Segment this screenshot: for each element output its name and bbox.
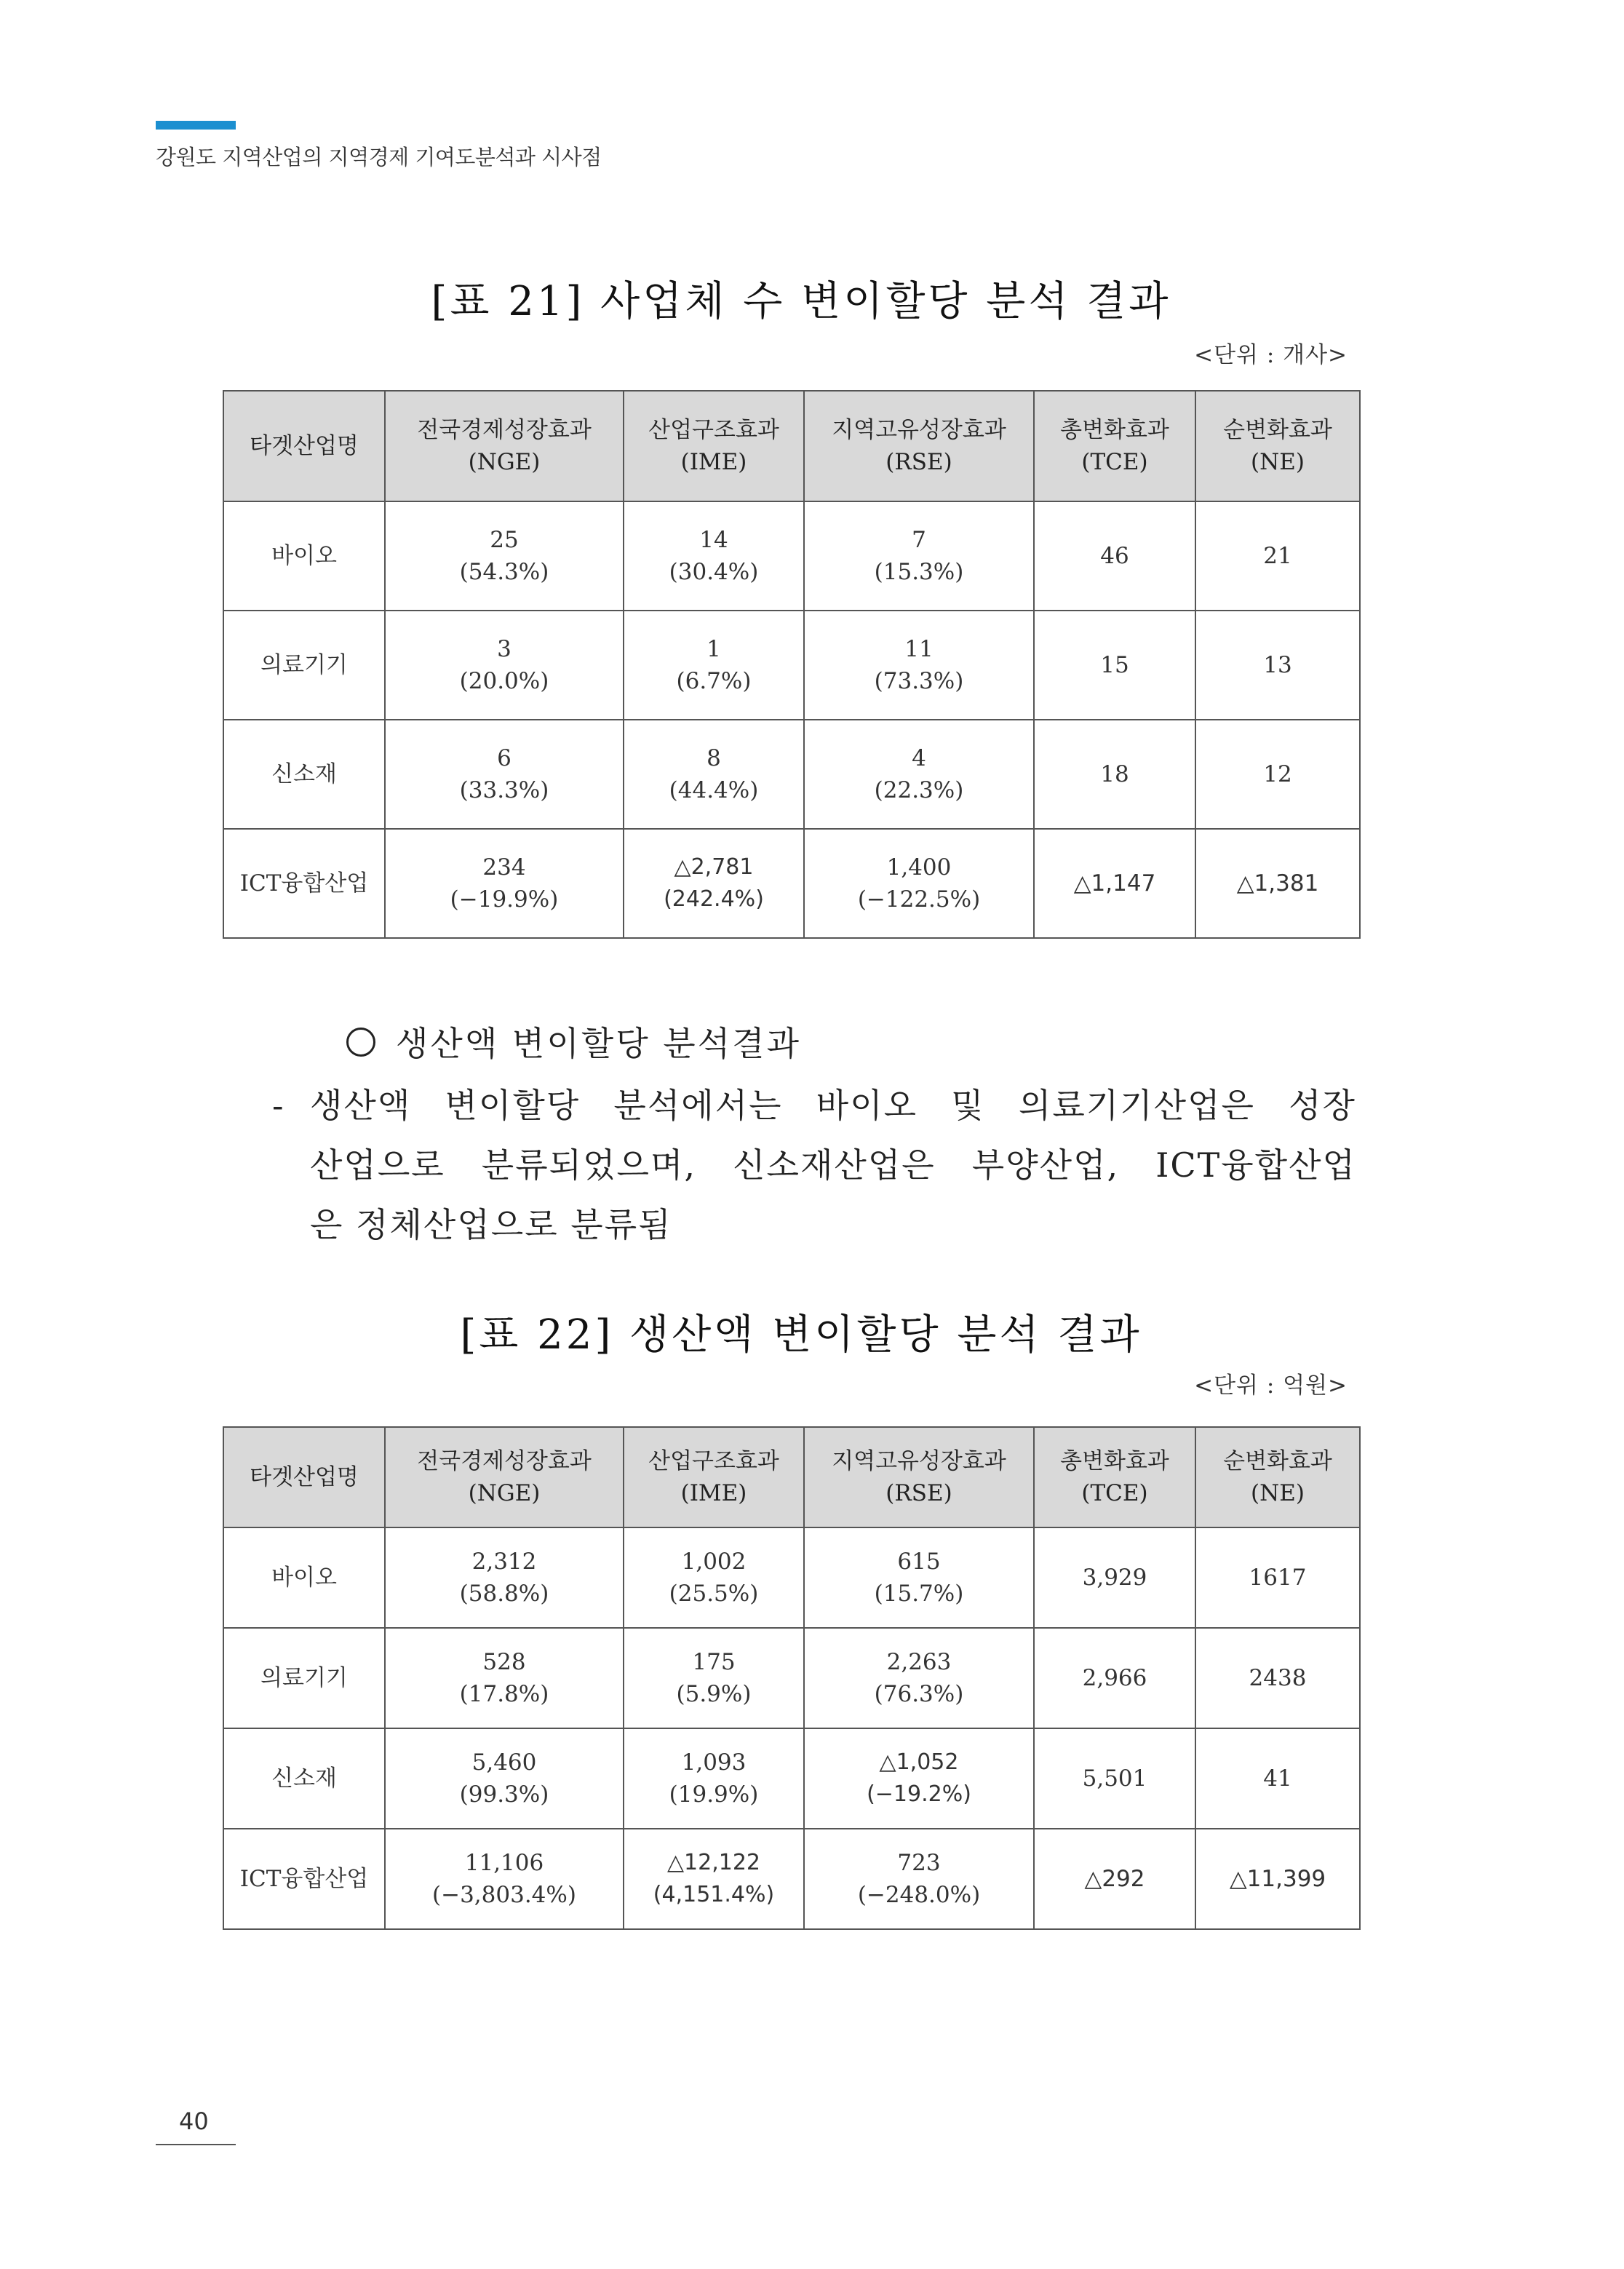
cell-rse: 11 (73.3%): [804, 611, 1034, 720]
paragraph-line: 생산액 변이할당 분석에서는 바이오 및 의료기기산업은 성장: [310, 1086, 1356, 1125]
table-row: [223, 720, 1360, 829]
paragraph-line: 산업으로 분류되었으며, 신소재산업은 부양산업, ICT융합산업: [310, 1145, 1356, 1185]
cell-rse: 2,263 (76.3%): [804, 1628, 1034, 1728]
cell-ne: 21: [1195, 501, 1360, 611]
table21-title: [표 21] 사업체 수 변이할당 분석 결과: [431, 278, 1171, 325]
row-name: 바이오: [223, 1527, 385, 1628]
table-header-row: [223, 391, 1360, 501]
cell-nge: 6 (33.3%): [385, 720, 624, 829]
header-name: 타겟산업명: [223, 391, 385, 501]
cell-ne: 2438: [1195, 1628, 1360, 1728]
row-name: ICT융합산업: [223, 829, 385, 938]
cell-nge: 25 (54.3%): [385, 501, 624, 611]
cell-ne: 41: [1195, 1728, 1360, 1829]
cell-ime: 1,093 (19.9%): [624, 1728, 804, 1829]
header-ime: 산업구조효과 (IME): [624, 391, 804, 501]
dash-bullet: -: [272, 1086, 285, 1125]
row-name: 의료기기: [223, 1628, 385, 1728]
cell-tce: 2,966: [1034, 1628, 1195, 1728]
table21: [223, 390, 1361, 939]
cell-ime: 1 (6.7%): [624, 611, 804, 720]
header-rse: 지역고유성장효과 (RSE): [804, 391, 1034, 501]
header-tce: 총변화효과 (TCE): [1034, 1427, 1195, 1527]
cell-tce: 15: [1034, 611, 1195, 720]
footer-rule: [156, 2144, 236, 2145]
cell-rse: 1,400 (−122.5%): [804, 829, 1034, 938]
paragraph-line: 은 정체산업으로 분류됨: [310, 1205, 672, 1244]
circle-bullet-icon: [346, 1028, 375, 1057]
cell-ne: 13: [1195, 611, 1360, 720]
cell-ne: 12: [1195, 720, 1360, 829]
cell-ime: 1,002 (25.5%): [624, 1527, 804, 1628]
table22-unit: <단위 : 억원>: [1194, 1372, 1348, 1399]
page-number: 40: [179, 2107, 209, 2135]
cell-rse: △1,052 (−19.2%): [804, 1728, 1034, 1829]
cell-nge: 3 (20.0%): [385, 611, 624, 720]
header-nge: 전국경제성장효과 (NGE): [385, 391, 624, 501]
cell-ime: 175 (5.9%): [624, 1628, 804, 1728]
table22: [223, 1426, 1361, 1930]
cell-tce: 18: [1034, 720, 1195, 829]
header-name: 타겟산업명: [223, 1427, 385, 1527]
table-header-row: [223, 1427, 1360, 1527]
table21-unit: <단위 : 개사>: [1194, 342, 1348, 368]
cell-nge: 5,460 (99.3%): [385, 1728, 624, 1829]
table-row: [223, 1728, 1360, 1829]
row-name: 의료기기: [223, 611, 385, 720]
table-row: [223, 1527, 1360, 1628]
header-tce: 총변화효과 (TCE): [1034, 391, 1195, 501]
cell-tce: △1,147: [1034, 829, 1195, 938]
cell-tce: 5,501: [1034, 1728, 1195, 1829]
cell-ne: △11,399: [1195, 1829, 1360, 1929]
table-row: [223, 829, 1360, 938]
cell-nge: 234 (−19.9%): [385, 829, 624, 938]
cell-nge: 2,312 (58.8%): [385, 1527, 624, 1628]
cell-rse: 7 (15.3%): [804, 501, 1034, 611]
header-ne: 순변화효과 (NE): [1195, 391, 1360, 501]
row-name: 신소재: [223, 1728, 385, 1829]
cell-rse: 615 (15.7%): [804, 1527, 1034, 1628]
header-ime: 산업구조효과 (IME): [624, 1427, 804, 1527]
cell-ime: △12,122 (4,151.4%): [624, 1829, 804, 1929]
cell-rse: 4 (22.3%): [804, 720, 1034, 829]
cell-ime: △2,781 (242.4%): [624, 829, 804, 938]
table22-title: [표 22] 생산액 변이할당 분석 결과: [460, 1311, 1142, 1359]
cell-tce: △292: [1034, 1829, 1195, 1929]
running-title: 강원도 지역산업의 지역경제 기여도분석과 시사점: [156, 145, 602, 170]
table-row: [223, 611, 1360, 720]
table-row: [223, 501, 1360, 611]
table-row: [223, 1628, 1360, 1728]
header-nge: 전국경제성장효과 (NGE): [385, 1427, 624, 1527]
cell-nge: 11,106 (−3,803.4%): [385, 1829, 624, 1929]
cell-ne: △1,381: [1195, 829, 1360, 938]
row-name: ICT융합산업: [223, 1829, 385, 1929]
table-row: [223, 1829, 1360, 1929]
row-name: 신소재: [223, 720, 385, 829]
cell-ne: 1617: [1195, 1527, 1360, 1628]
section-paragraph: [272, 1076, 1356, 1255]
cell-rse: 723 (−248.0%): [804, 1829, 1034, 1929]
row-name: 바이오: [223, 501, 385, 611]
header-ne: 순변화효과 (NE): [1195, 1427, 1360, 1527]
section-heading: 생산액 변이할당 분석결과: [262, 1017, 801, 1065]
header-accent-bar: [156, 121, 236, 130]
cell-ime: 14 (30.4%): [624, 501, 804, 611]
header-rse: 지역고유성장효과 (RSE): [804, 1427, 1034, 1527]
cell-tce: 46: [1034, 501, 1195, 611]
cell-ime: 8 (44.4%): [624, 720, 804, 829]
cell-nge: 528 (17.8%): [385, 1628, 624, 1728]
cell-tce: 3,929: [1034, 1527, 1195, 1628]
